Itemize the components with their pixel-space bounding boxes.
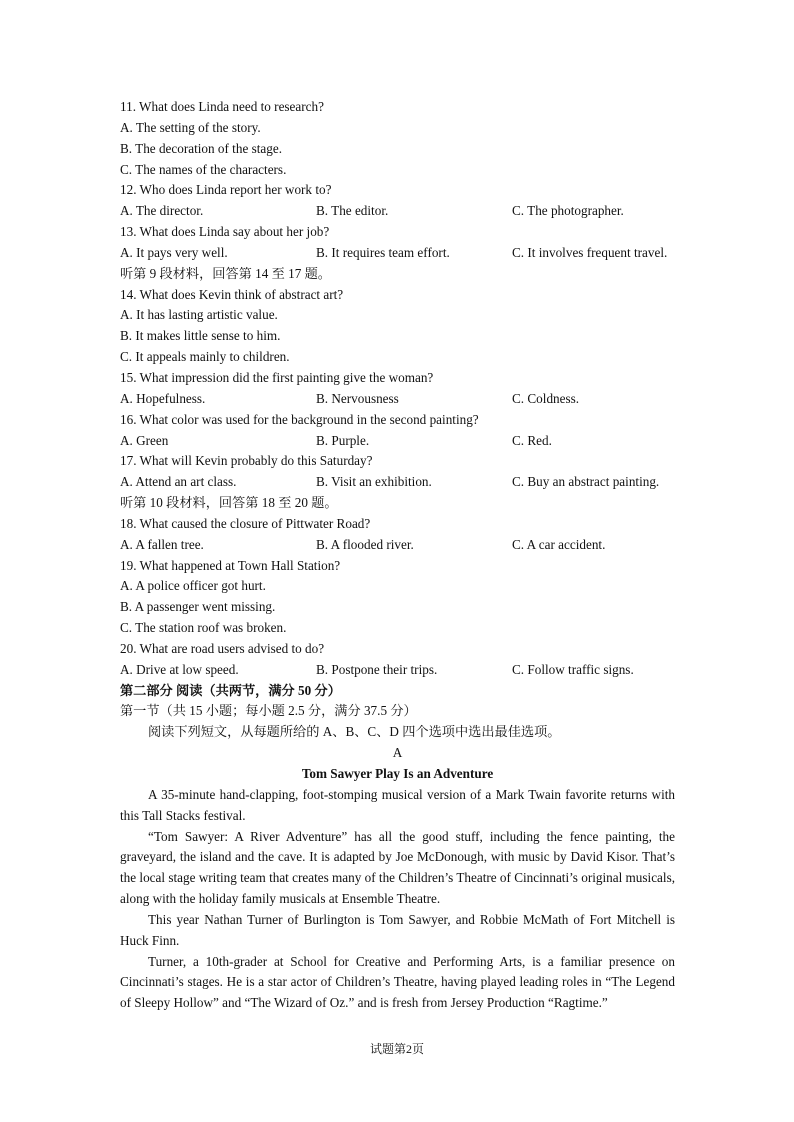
option-row xyxy=(120,243,675,264)
answer-option: B. A passenger went missing. xyxy=(120,599,276,615)
answer-option: C. Coldness. xyxy=(512,390,580,406)
answer-option: C. It involves frequent travel. xyxy=(512,244,668,260)
answer-option: B. The decoration of the stage. xyxy=(120,140,282,156)
answer-option: B. Purple. xyxy=(316,432,370,448)
answer-option: C. The photographer. xyxy=(512,203,624,219)
passage-paragraph: Turner, a 10th-grader at School for Creative and Performing Arts, is a familiar presence on Cincinnati’s stages. He is a star actor of Children’s Theatre, having played leading roles in “The Legend of Sleepy Hollow” and “The Wizard of Oz.” and is fresh from Jersey Production “Ragtime.” xyxy=(120,953,675,1011)
answer-option: A. The setting of the story. xyxy=(120,119,261,135)
question-stem: 15. What impression did the first painting give the woman? xyxy=(120,369,434,385)
answer-option: B. The editor. xyxy=(316,203,389,219)
answer-option: A. It pays very well. xyxy=(120,244,228,260)
instruction-segment-10: 听第 10 段材料，回答第 18 至 20 题。 xyxy=(120,495,338,511)
answer-option: B. Postpone their trips. xyxy=(316,661,438,677)
answer-option: B. It makes little sense to him. xyxy=(120,328,281,344)
option-row xyxy=(120,389,675,410)
answer-option: C. The names of the characters. xyxy=(120,161,287,177)
answer-option: A. A fallen tree. xyxy=(120,536,204,552)
answer-option: C. It appeals mainly to children. xyxy=(120,349,290,365)
question-group-a xyxy=(120,97,675,264)
answer-option: A. It has lasting artistic value. xyxy=(120,307,278,323)
answer-option: B. Nervousness xyxy=(316,390,399,406)
page-content xyxy=(120,97,675,1014)
question-stem: 17. What will Kevin probably do this Saturday? xyxy=(120,453,373,469)
question-group-b xyxy=(120,285,675,493)
answer-option: C. Follow traffic signs. xyxy=(512,661,634,677)
question-stem: 19. What happened at Town Hall Station? xyxy=(120,557,341,573)
answer-option: A. Drive at low speed. xyxy=(120,661,239,677)
option-row xyxy=(120,431,675,452)
answer-option: C. A car accident. xyxy=(512,536,606,552)
passage-paragraph: A 35-minute hand-clapping, foot-stomping musical version of a Mark Twain favorite returns with this Tall Stacks festival. xyxy=(120,786,675,823)
answer-option: C. Red. xyxy=(512,432,552,448)
question-stem: 11. What does Linda need to research? xyxy=(120,99,324,114)
question-stem: 12. Who does Linda report her work to? xyxy=(120,182,332,198)
answer-option: C. Buy an abstract painting. xyxy=(512,474,660,490)
instruction-segment-9: 听第 9 段材料，回答第 14 至 17 题。 xyxy=(120,265,331,281)
question-stem: 16. What color was used for the background in the second painting? xyxy=(120,411,479,427)
question-stem: 13. What does Linda say about her job? xyxy=(120,224,330,240)
question-group-c xyxy=(120,514,675,681)
option-row xyxy=(120,535,675,556)
question-stem: 20. What are road users advised to do? xyxy=(120,640,325,656)
answer-option: B. It requires team effort. xyxy=(316,244,450,260)
answer-option: A. A police officer got hurt. xyxy=(120,578,266,594)
answer-option: B. Visit an exhibition. xyxy=(316,474,432,490)
question-stem: 14. What does Kevin think of abstract art? xyxy=(120,286,344,302)
option-row xyxy=(120,472,675,493)
option-row xyxy=(120,660,675,681)
section-heading: 第二部分 阅读（共两节，满分 50 分） xyxy=(120,682,341,698)
answer-option: C. The station roof was broken. xyxy=(120,620,287,636)
answer-option: A. Green xyxy=(120,432,169,448)
passage-paragraph: This year Nathan Turner of Burlington is Tom Sawyer, and Robbie McMath of Fort Mitchell is Huck Finn. xyxy=(120,911,675,948)
page-footer: 试题第2页 xyxy=(369,1042,424,1056)
answer-option: A. The director. xyxy=(120,203,204,219)
passage-paragraph: “Tom Sawyer: A River Adventure” has all the good stuff, including the fence painting, the graveyard, the island and the cave. It is adapted by Joe McDonough, with music by David Kisor. That’s the local stage writing team that creates many of the Children’s Theatre of Cincinnati’s original musicals, along with the holiday family musicals at Ensemble Theatre. xyxy=(120,828,675,907)
answer-option: B. A flooded river. xyxy=(316,536,414,552)
option-row xyxy=(120,201,675,222)
answer-option: A. Attend an art class. xyxy=(120,474,237,490)
passage-title: Tom Sawyer Play Is an Adventure xyxy=(301,766,494,781)
answer-option: A. Hopefulness. xyxy=(120,390,206,406)
section-subheading: 第一节（共 15 小题；每小题 2.5 分，满分 37.5 分） xyxy=(120,703,417,719)
passage-letter: A xyxy=(392,745,403,761)
reading-directions: 阅读下列短文，从每题所给的 A、B、C、D 四个选项中选出最佳选项。 xyxy=(148,724,561,740)
question-stem: 18. What caused the closure of Pittwater Road? xyxy=(120,515,371,531)
